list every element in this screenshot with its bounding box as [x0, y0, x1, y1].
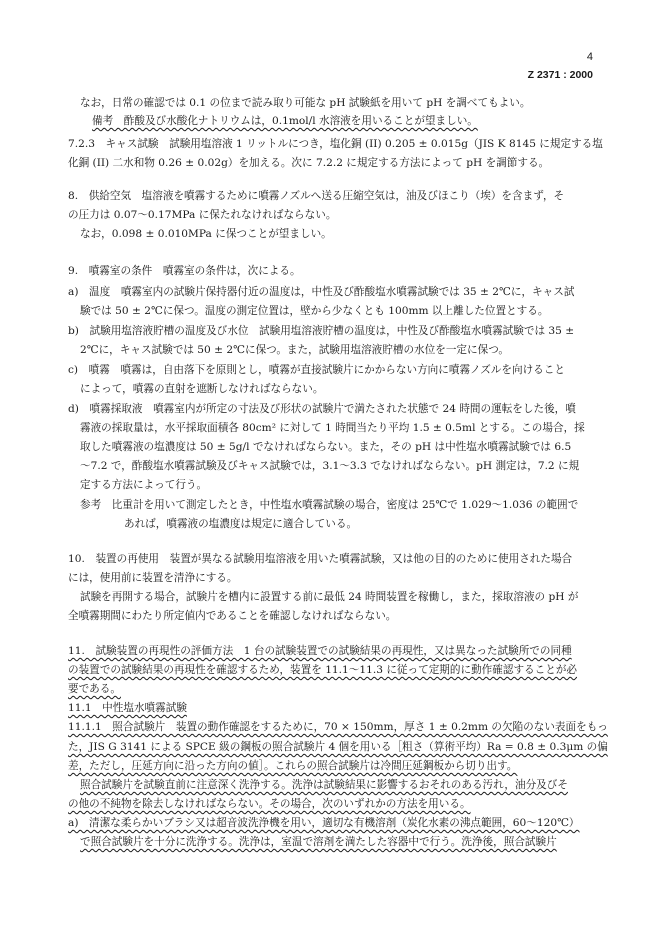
paragraph-line: 差，ただし，圧延方向に沿った方向の値］。これらの照合試験片は冷間圧延鋼板から切り出す。: [68, 760, 518, 772]
paragraph-line: 照合試験片を試験直前に注意深く洗浄する。洗浄は試験結果に影響するおそれのある汚れ，油分及びそ: [80, 779, 568, 791]
reference-line: 参考 比重計を用いて測定したとき，中性塩水噴霧試験の場合，密度は 25℃で 1.029〜1.036 の範囲で: [80, 499, 579, 511]
paragraph-line: た，JIS G 3141 による SPCE 級の鋼板の照合試験片 4 個を用いる［粗さ（算術平均）Ra = 0.8 ± 0.3μm の偏: [68, 741, 608, 753]
paragraph-line: 定する方法によって行う。: [80, 479, 208, 491]
paragraph-line: には，使用前に装置を清浄にする。: [68, 572, 238, 584]
paragraph-line: で照合試験片を十分に洗浄する。洗浄は，室温で溶剤を満たした容器中で行う。洗浄後，照合試験片: [80, 836, 557, 848]
list-item-d: d) 噴霧採取液 噴霧室内が所定の寸法及び形状の試験片で満たされた状態で 24 時間の運転をした後，噴: [68, 403, 576, 415]
clause-10-line: 10. 装置の再使用 装置が異なる試験用塩溶液を用いた噴霧試験，又は他の目的のために使用された場合: [68, 553, 573, 565]
paragraph-line: 化銅 (II) 二水和物 0.26 ± 0.02g）を加える。次に 7.2.2 に規定する方法によって pH を調節する。: [68, 157, 550, 169]
paragraph-line: なお，0.098 ± 0.010MPa に保つことが望ましい。: [80, 228, 332, 240]
paragraph-line: の他の不純物を除去しなければならない。その場合，次のいずれかの方法を用いる。: [68, 798, 471, 810]
paragraph-line: 霧液の採取量は，水平採取面積各 80cm² に対して 1 時間当たり平均 1.5 ± 0.5ml とする。この場合，採: [80, 422, 585, 434]
paragraph-line: 〜7.2 で，酢酸塩水噴霧試験及びキャス試験では，3.1〜3.3 でなければならない。pH 測定は，7.2 に規: [80, 460, 580, 472]
paragraph-line: 試験を再開する場合，試験片を槽内に設置する前に最低 24 時間装置を稼働し，また，採取溶液の pH が: [80, 591, 579, 603]
standard-id: Z 2371 : 2000: [527, 69, 593, 81]
clause-11-1-1-line: 11.1.1 照合試験片 装置の動作確認をするために，70 × 150mm，厚さ 1 ± 0.2mm の欠陥のない表面をもっ: [68, 721, 608, 733]
paragraph-line: の装置での試験結果の再現性を確認するため，装置を 11.1〜11.3 に従って定期的に動作確認することが必: [68, 664, 578, 676]
clause-7-2-3-line: 7.2.3 キャス試験 試験用塩溶液 1 リットルにつき，塩化銅 (II) 0.205 ± 0.015g（JIS K 8145 に規定する塩: [68, 138, 603, 150]
paragraph-line: 取した噴霧液の塩濃度は 50 ± 5g/l でなければならない。また，その pH は中性塩水噴霧試験では 6.5: [80, 441, 572, 453]
paragraph-line: によって，噴霧の直射を遮断しなければならない。: [80, 383, 324, 395]
list-item-c: c) 噴霧 噴霧は，自由落下を原則とし，噴霧が直接試験片にかからない方向に噴霧ノズルを向けること: [68, 364, 565, 376]
paragraph-line: 2℃に，キャス試験では 50 ± 2℃に保つ。また，試験用塩溶液貯槽の水位を一定に保つ。: [80, 344, 509, 356]
list-item-a: a) 清潔な柔らかいブラシ又は超音波洗浄機を用い，適切な有機溶剤（炭化水素の沸点範囲，60〜120℃）: [68, 817, 580, 829]
paragraph-line: なお，日常の確認では 0.1 の位まで読み取り可能な pH 試験紙を用いて pH を調べてもよい。: [80, 97, 531, 109]
paragraph-line: 験では 50 ± 2℃に保つ。温度の測定位置は，壁から少なくとも 100mm 以上離した位置とする。: [80, 305, 549, 317]
clause-11-1-heading: 11.1 中性塩水噴霧試験: [68, 702, 187, 714]
clause-11-line: 11. 試験装置の再現性の評価方法 1 台の試験装置での試験結果の再現性，又は異なった試験所での同種: [68, 645, 572, 657]
list-item-a: a) 温度 噴霧室内の試験片保持器付近の温度は，中性及び酢酸塩水噴霧試験では 35 ± 2℃に，キャス試: [68, 286, 575, 298]
remark-line: 備考 酢酸及び水酸化ナトリウムは，0.1mol/l 水溶液を用いることが望ましい。: [92, 115, 478, 127]
paragraph-line: あれば，噴霧液の塩濃度は規定に適合している。: [124, 518, 358, 530]
list-item-b: b) 試験用塩溶液貯槽の温度及び水位 試験用塩溶液貯槽の温度は，中性及び酢酸塩水噴霧試験では 35 ±: [68, 325, 575, 337]
paragraph-line: 要である。: [68, 683, 121, 695]
paragraph-line: 全噴霧期間にわたり所定値内であることを確認しなければならない。: [68, 610, 397, 622]
paragraph-line: の圧力は 0.07〜0.17MPa に保たれなければならない。: [68, 209, 337, 221]
page-number: 4: [586, 51, 593, 63]
clause-8-line: 8. 供給空気 塩溶液を噴霧するために噴霧ノズルへ送る圧縮空気は，油及びほこり（埃）を含まず，そ: [68, 190, 565, 202]
clause-9-line: 9. 噴霧室の条件 噴霧室の条件は，次による。: [68, 265, 301, 277]
